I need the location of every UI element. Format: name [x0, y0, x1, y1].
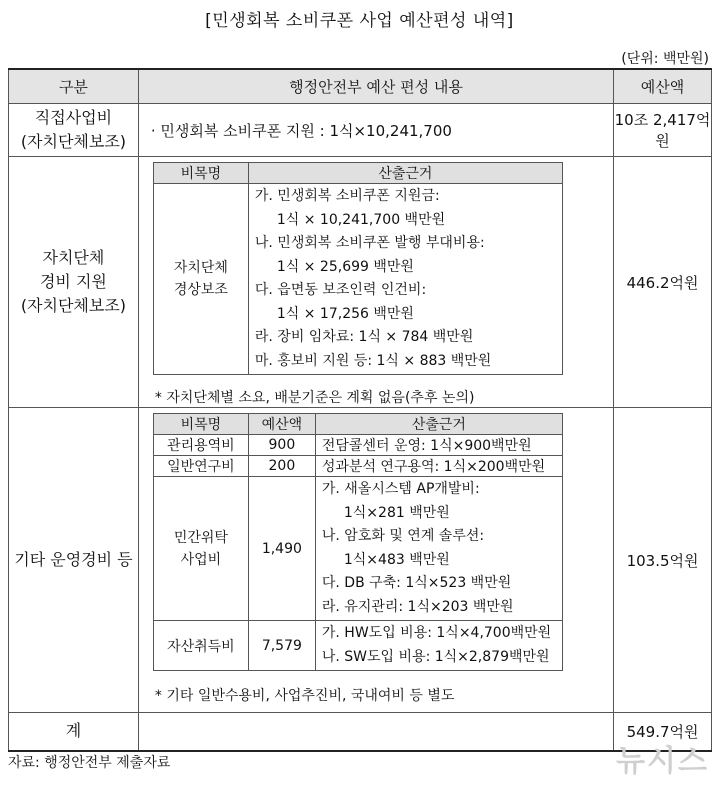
content-cell — [138, 408, 613, 713]
sub-item-cell — [153, 184, 248, 375]
header-category: 구분 — [9, 69, 139, 104]
basis-line: 가. 민생회복 소비쿠폰 지원금: — [254, 188, 440, 204]
row-local-gov-support — [9, 157, 712, 408]
basis-line: 1식 × 17,256 백만원 — [276, 305, 414, 322]
basis-line: 가. HW도입 비용: 1식×4,700백만원 — [321, 625, 552, 641]
sub-header-item: 비목명 — [153, 163, 248, 184]
sub-row — [153, 477, 562, 621]
basis-line: 라. 장비 임차료: 1식 × 784 백만원 — [254, 329, 474, 345]
unit-label: (단위: 백만원) — [621, 51, 709, 67]
category-line: 직접사업비 — [34, 108, 113, 127]
sub-basis-cell: 전담콜센터 운영: 1식×900백만원 — [315, 435, 562, 456]
basis-line: 나. 민생회복 소비쿠폰 발행 부대비용: — [254, 235, 485, 251]
sub-item-cell: 관리용역비 — [153, 435, 248, 456]
basis-line: 라. 유지관리: 1식×203 백만원 — [321, 598, 514, 615]
budget-table — [8, 68, 712, 752]
row-direct-project — [9, 104, 712, 157]
sub-budget-cell: 900 — [248, 435, 315, 456]
row-other-operating — [9, 408, 712, 713]
note-text: * 자치단체별 소요, 배분기준은 계획 없음(추후 논의) — [154, 390, 475, 406]
sub-header-basis: 산출근거 — [248, 163, 562, 184]
sub-item-cell: 자산취득비 — [153, 621, 248, 671]
watermark-logo: 뉴시스 — [616, 744, 709, 779]
basis-line: 1식 × 25,699 백만원 — [276, 258, 414, 275]
sub-item-line: 민간위탁 — [173, 529, 228, 546]
basis-line: 1식×281 백만원 — [343, 504, 450, 521]
source-note: 자료: 행정안전부 제출자료 — [8, 755, 171, 771]
amount-cell: 446.2억원 — [614, 157, 712, 408]
amount-cell: 103.5억원 — [614, 408, 712, 713]
content-cell — [138, 157, 613, 408]
sub-row — [153, 621, 562, 671]
document-title: [민생회복 소비쿠폰 사업 예산편성 내역] — [205, 11, 514, 31]
header-row — [9, 69, 712, 104]
note-text: * 기타 일반수용비, 사업추진비, 국내여비 등 별도 — [154, 688, 455, 704]
basis-line: 나. 암호화 및 연계 솔루션: — [321, 528, 485, 544]
category-line: (자치단체보조) — [20, 296, 127, 315]
header-content: 행정안전부 예산 편성 내용 — [138, 69, 613, 104]
content-cell: · 민생회복 소비쿠폰 지원 : 1식×10,241,700 — [138, 104, 613, 157]
sub-basis-cell: 성과분석 연구용역: 1식×200백만원 — [315, 456, 562, 477]
sub-basis-cell — [315, 477, 562, 621]
basis-line: 마. 홍보비 지원 등: 1식 × 883 백만원 — [254, 352, 492, 369]
sub-row — [153, 435, 562, 456]
sub-table — [153, 413, 563, 671]
row-total — [9, 713, 712, 751]
sub-header-basis: 산출근거 — [315, 414, 562, 435]
basis-line: 나. SW도입 비용: 1식×2,879백만원 — [321, 648, 550, 665]
basis-line: 가. 새올시스템 AP개발비: — [321, 481, 480, 497]
sub-budget-cell: 200 — [248, 456, 315, 477]
sub-item-line: 경상보조 — [173, 282, 228, 298]
category-cell: 기타 운영경비 등 — [9, 408, 139, 713]
sub-header-item: 비목명 — [153, 414, 248, 435]
category-line: 경비 지원 — [39, 272, 107, 291]
amount-cell: 10조 2,417억원 — [614, 104, 712, 157]
basis-line: 1식×483 백만원 — [343, 551, 450, 568]
category-line: (자치단체보조) — [20, 132, 127, 151]
total-amount: 549.7억원 — [614, 713, 712, 751]
total-label: 계 — [9, 713, 139, 751]
sub-table — [153, 162, 563, 375]
category-cell — [9, 157, 139, 408]
category-cell — [9, 104, 139, 157]
sub-item-cell — [153, 477, 248, 621]
total-content-cell — [138, 713, 613, 751]
sub-row — [153, 456, 562, 477]
sub-item-line: 자치단체 — [173, 260, 228, 276]
header-amount: 예산액 — [614, 69, 712, 104]
basis-line: 다. 읍면동 보조인력 인건비: — [254, 282, 427, 298]
sub-basis-cell — [315, 621, 562, 671]
sub-budget-cell: 7,579 — [248, 621, 315, 671]
sub-budget-cell: 1,490 — [248, 477, 315, 621]
sub-basis-cell — [248, 184, 562, 375]
sub-header-budget: 예산액 — [248, 414, 315, 435]
sub-item-line: 사업비 — [180, 551, 222, 568]
basis-line: 다. DB 구축: 1식×523 백만원 — [321, 575, 512, 591]
basis-line: 1식 × 10,241,700 백만원 — [276, 211, 446, 228]
category-line: 자치단체 — [42, 248, 105, 267]
sub-item-cell: 일반연구비 — [153, 456, 248, 477]
